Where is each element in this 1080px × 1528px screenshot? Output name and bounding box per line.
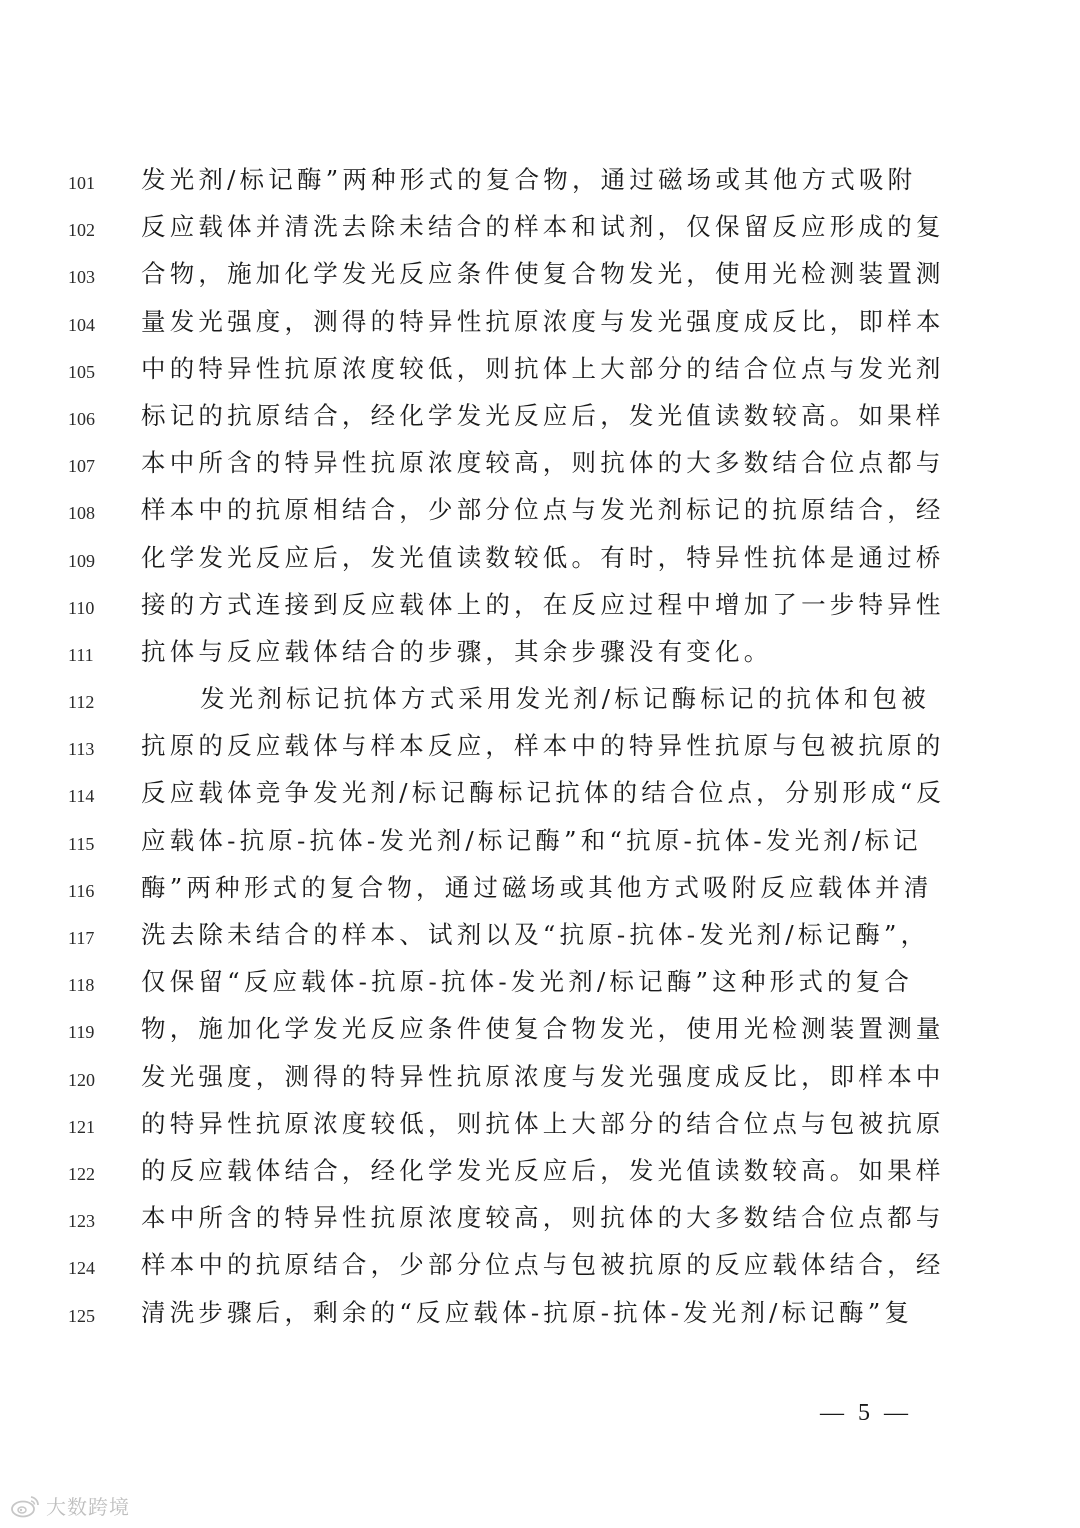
line-text: 中的特异性抗原浓度较低，则抗体上大部分的结合位点与发光剂 bbox=[141, 353, 945, 383]
line-text: 本中所含的特异性抗原浓度较高，则抗体的大多数结合位点都与 bbox=[141, 1203, 945, 1233]
text-line bbox=[0, 869, 1080, 916]
text-line bbox=[0, 1058, 1080, 1105]
line-text: 样本中的抗原结合，少部分位点与包被抗原的反应载体结合，经 bbox=[141, 1250, 945, 1280]
line-text: 本中所含的特异性抗原浓度较高，则抗体的大多数结合位点都与 bbox=[141, 448, 945, 478]
text-line bbox=[0, 1010, 1080, 1057]
line-number: 105 bbox=[68, 361, 95, 382]
line-text: 发光剂/标记酶”两种形式的复合物，通过磁场或其他方式吸附 bbox=[141, 165, 917, 194]
text-line bbox=[0, 822, 1080, 869]
text-line bbox=[0, 1105, 1080, 1152]
text-line bbox=[0, 680, 1080, 727]
text-line bbox=[0, 444, 1080, 491]
text-line bbox=[0, 586, 1080, 633]
text-line bbox=[0, 1294, 1080, 1341]
line-text: 洗去除未结合的样本、试剂以及“抗原-抗体-发光剂/标记酶”， bbox=[141, 920, 930, 949]
line-number: 120 bbox=[68, 1069, 95, 1090]
line-text: 物，施加化学发光反应条件使复合物发光，使用光检测装置测量 bbox=[141, 1014, 945, 1044]
line-number: 101 bbox=[68, 173, 95, 193]
text-line bbox=[0, 727, 1080, 774]
watermark-text: 大数跨境 bbox=[46, 1495, 130, 1519]
text-line bbox=[0, 255, 1080, 302]
line-number: 107 bbox=[68, 456, 95, 477]
text-line bbox=[0, 1152, 1080, 1199]
line-text: 抗体与反应载体结合的步骤，其余步骤没有变化。 bbox=[141, 636, 773, 666]
text-line bbox=[0, 397, 1080, 444]
text-line bbox=[0, 774, 1080, 821]
line-text: 标记的抗原结合，经化学发光反应后，发光值读数较高。如果样 bbox=[141, 400, 945, 430]
line-number: 103 bbox=[68, 267, 95, 288]
text-line bbox=[0, 161, 1080, 208]
line-text: 反应载体竞争发光剂/标记酶标记抗体的结合位点，分别形成“反 bbox=[141, 778, 946, 808]
line-number: 122 bbox=[68, 1163, 95, 1184]
line-number: 109 bbox=[68, 550, 95, 571]
line-number: 119 bbox=[68, 1022, 95, 1043]
line-number: 123 bbox=[68, 1211, 95, 1232]
line-text: 接的方式连接到反应载体上的，在反应过程中增加了一步特异性 bbox=[141, 589, 945, 619]
line-text: 样本中的抗原相结合，少部分位点与发光剂标记的抗原结合，经 bbox=[141, 495, 945, 525]
weibo-icon bbox=[10, 1494, 40, 1518]
line-number: 113 bbox=[68, 739, 95, 760]
text-line bbox=[0, 491, 1080, 538]
text-line bbox=[0, 303, 1080, 350]
watermark bbox=[10, 1491, 130, 1520]
line-number: 118 bbox=[68, 975, 95, 996]
line-number: 125 bbox=[68, 1305, 95, 1326]
line-number: 106 bbox=[68, 408, 95, 429]
text-line bbox=[0, 1246, 1080, 1293]
text-line bbox=[0, 633, 1080, 680]
line-text: 化学发光反应后，发光值读数较低。有时，特异性抗体是通过桥 bbox=[141, 542, 945, 572]
text-line bbox=[0, 208, 1080, 255]
text-line bbox=[0, 350, 1080, 397]
line-number: 116 bbox=[68, 880, 95, 901]
line-text: 清洗步骤后，剩余的“反应载体-抗原-抗体-发光剂/标记酶”复 bbox=[141, 1297, 914, 1327]
text-line bbox=[0, 539, 1080, 586]
line-number: 104 bbox=[68, 314, 95, 335]
line-text: 的特异性抗原浓度较低，则抗体上大部分的结合位点与包被抗原 bbox=[141, 1108, 945, 1138]
page-number: — 5 — bbox=[820, 1400, 912, 1426]
line-text: 发光强度，测得的特异性抗原浓度与发光强度成反比，即样本中 bbox=[141, 1061, 945, 1091]
line-text: 抗原的反应载体与样本反应，样本中的特异性抗原与包被抗原的 bbox=[141, 731, 945, 761]
line-number: 121 bbox=[68, 1116, 95, 1137]
text-line bbox=[0, 916, 1080, 963]
text-line bbox=[0, 963, 1080, 1010]
line-number: 102 bbox=[68, 220, 95, 241]
line-number: 114 bbox=[68, 786, 95, 807]
line-text: 酶”两种形式的复合物，通过磁场或其他方式吸附反应载体并清 bbox=[141, 872, 933, 902]
line-number: 112 bbox=[68, 692, 95, 713]
line-number: 115 bbox=[68, 833, 95, 854]
line-number: 124 bbox=[68, 1258, 95, 1279]
text-line bbox=[0, 1199, 1080, 1246]
line-number: 108 bbox=[68, 503, 95, 524]
line-text: 反应载体并清洗去除未结合的样本和试剂，仅保留反应形成的复 bbox=[141, 212, 945, 242]
line-text: 应载体-抗原-抗体-发光剂/标记酶”和“抗原-抗体-发光剂/标记 bbox=[141, 825, 922, 855]
text-body bbox=[0, 161, 1080, 1341]
line-text: 合物，施加化学发光反应条件使复合物发光，使用光检测装置测 bbox=[141, 259, 945, 289]
line-text: 的反应载体结合，经化学发光反应后，发光值读数较高。如果样 bbox=[141, 1155, 945, 1185]
line-number: 110 bbox=[68, 597, 95, 618]
line-number: 117 bbox=[68, 928, 95, 948]
line-text: 发光剂标记抗体方式采用发光剂/标记酶标记的抗体和包被 bbox=[200, 684, 930, 714]
line-number: 111 bbox=[68, 644, 94, 665]
line-text: 仅保留“反应载体-抗原-抗体-发光剂/标记酶”这种形式的复合 bbox=[141, 967, 914, 997]
line-text: 量发光强度，测得的特异性抗原浓度与发光强度成反比，即样本 bbox=[141, 306, 945, 336]
